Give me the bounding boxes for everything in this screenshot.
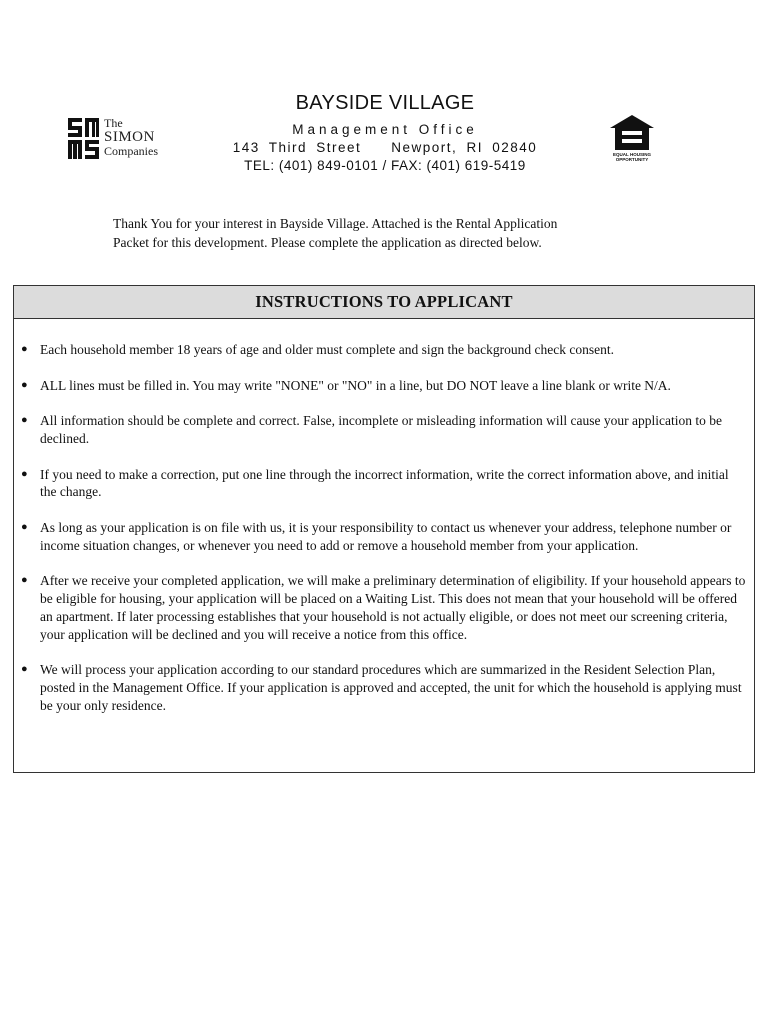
intro-paragraph — [113, 214, 673, 252]
eho-caption-line2: OPPORTUNITY — [615, 157, 649, 162]
instructions-box — [13, 285, 755, 773]
instruction-text: All information should be complete and correct. False, incomplete or misleading information will cause your application to be declined. — [40, 413, 722, 446]
instruction-text: After we receive your completed application, we will make a preliminary determination of eligibility. If your household appears to be eligible for housing, your application will be placed on a Waiting List. This does not mean that your household will be offered an apartment. If later processing establishes that your household is not actually eligible, or does not meet our screening criteria, your application will be declined and you will receive a notice from this office. — [40, 573, 746, 642]
phone-fax-line: TEL: (401) 849-0101 / FAX: (401) 619-5419 — [244, 158, 526, 173]
logo-line-simon: SIMON — [104, 129, 155, 145]
simon-logo-mark-icon — [68, 116, 100, 160]
logo-line-the: The — [104, 116, 123, 130]
logo-line-companies: Companies — [104, 144, 158, 158]
instruction-text: As long as your application is on file with us, it is your responsibility to contact us whenever your address, telephone number or income situation changes, or whenever you need to add or remove a household member from your application. — [40, 519, 732, 553]
management-office-label: Management Office — [292, 122, 478, 137]
simon-logo-wordmark — [104, 116, 158, 158]
bullet-icon: ● — [21, 343, 28, 355]
instruction-text: If you need to make a correction, put one line through the incorrect information, write the correct information above, and initial the change. — [40, 466, 729, 500]
instruction-item — [14, 412, 754, 448]
equal-housing-house-icon — [607, 114, 657, 152]
instruction-text: We will process your application according to our standard procedures which are summarized in the Resident Selection Plan, posted in the Management Office. If your application is approved and accepted, the unit for which the household is applying must be your only residence. — [40, 662, 742, 713]
intro-line-1: Thank You for your interest in Bayside Village. Attached is the Rental Application — [113, 216, 558, 231]
instruction-item — [14, 377, 754, 395]
intro-line-2: Packet for this development. Please complete the application as directed below. — [113, 235, 542, 250]
instruction-item — [14, 661, 754, 714]
bullet-icon: ● — [21, 414, 28, 427]
equal-housing-opportunity-logo — [607, 114, 657, 166]
bullet-icon: ● — [21, 574, 28, 587]
instruction-item — [14, 519, 754, 555]
letterhead — [200, 92, 570, 173]
bullet-icon: ● — [21, 663, 28, 676]
city-state-zip: Newport, RI 02840 — [391, 140, 538, 155]
instructions-heading: INSTRUCTIONS TO APPLICANT — [14, 286, 754, 319]
eho-caption-line1: EQUAL HOUSING — [613, 152, 651, 157]
equal-housing-caption — [607, 152, 657, 162]
property-title: BAYSIDE VILLAGE — [295, 92, 475, 114]
address-line — [200, 140, 570, 155]
street-address: 143 Third Street — [232, 140, 362, 155]
bullet-icon: ● — [21, 467, 28, 480]
bullet-icon: ● — [21, 378, 28, 391]
instruction-item — [14, 341, 754, 359]
bullet-icon: ● — [21, 520, 28, 533]
instructions-list — [14, 319, 754, 715]
instruction-text: ALL lines must be filled in. You may write "NONE" or "NO" in a line, but DO NOT leave a line blank or write N/A. — [40, 377, 671, 393]
simon-companies-logo — [68, 116, 168, 164]
instruction-item — [14, 572, 754, 643]
instruction-text: Each household member 18 years of age and older must complete and sign the background check consent. — [40, 342, 614, 357]
instruction-item — [14, 466, 754, 502]
